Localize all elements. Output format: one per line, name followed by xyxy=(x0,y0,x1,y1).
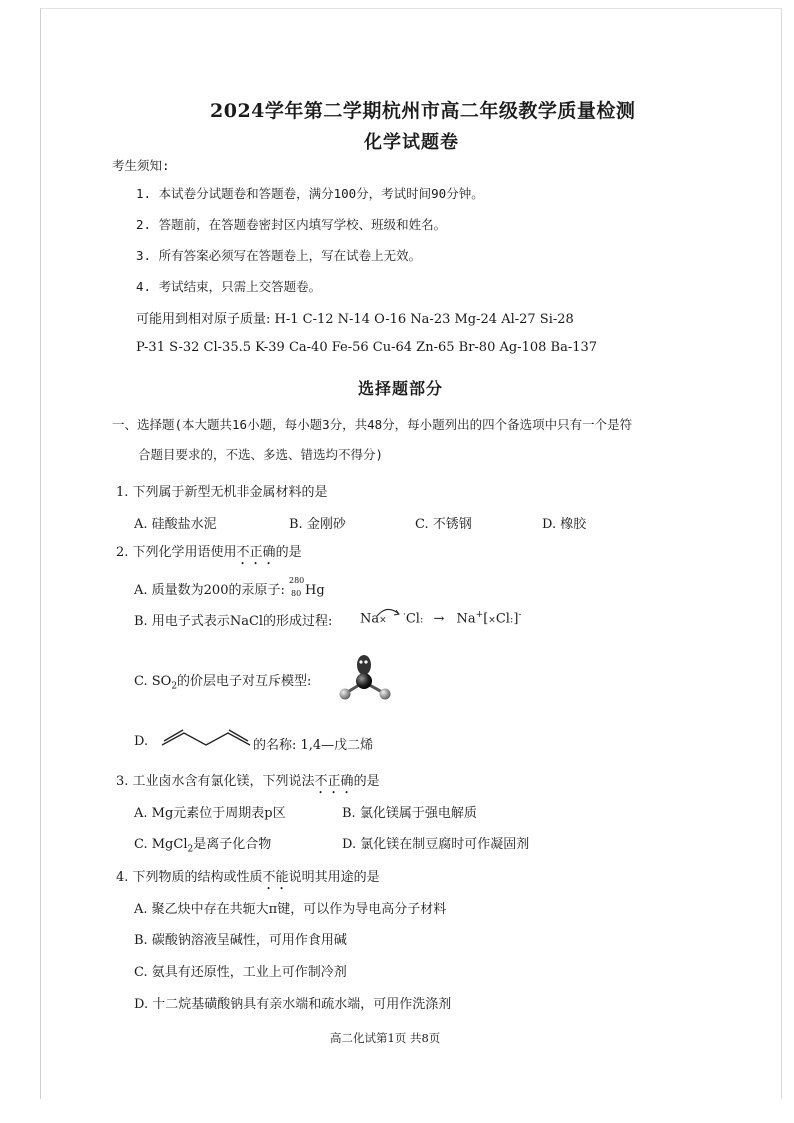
q3-option-b: B. 氯化镁属于强电解质 xyxy=(342,806,477,821)
q2-option-b: B. 用电子式表示NaCl的形成过程: xyxy=(134,614,333,629)
q3-stem-emphasis: 不正确 xyxy=(314,774,354,789)
exam-subtitle: 化学试题卷 xyxy=(364,132,459,153)
notice-item-1: 1. 本试卷分试题卷和答题卷，满分100分，考试时间90分钟。 xyxy=(136,186,484,201)
q1-option-a: A. 硅酸盐水泥 xyxy=(134,517,217,532)
notice-item-4: 4. 考试结束，只需上交答题卷。 xyxy=(136,279,322,294)
q1-option-b: B. 金刚砂 xyxy=(289,517,346,532)
q4-option-a: A. 聚乙炔中存在共轭大π键，可以作为导电高分子材料 xyxy=(134,902,447,917)
q4-option-d: D. 十二烷基磺酸钠具有亲水端和疏水端，可用作洗涤剂 xyxy=(134,997,452,1012)
section-title: 选择题部分 xyxy=(358,379,444,398)
q3-option-c: C. MgCl$_2$是离子化合物 xyxy=(134,837,272,855)
q3-stem: 3. 工业卤水含有氯化镁，下列说法不正确的是 xyxy=(116,774,380,789)
nacl-electron-formula: Na× ·Cl: → Na+[×Cl:]- xyxy=(360,610,522,627)
q4-stem-emphasis: 不能 xyxy=(262,870,289,885)
exam-title: 2024学年第二学期杭州市高二年级教学质量检测 xyxy=(210,100,636,122)
notice-item-3: 3. 所有答案必须写在答题卷上，写在试卷上无效。 xyxy=(136,248,422,263)
section-instruction-2: 合题目要求的，不选、多选、错选均不得分) xyxy=(138,447,384,462)
q4-stem: 4. 下列物质的结构或性质不能说明其用途的是 xyxy=(116,870,380,885)
electron-transfer-arrow xyxy=(375,604,405,620)
page-footer: 高二化试第1页 共8页 xyxy=(330,1031,441,1045)
pentadiene-skeletal-formula xyxy=(160,726,252,748)
q2-option-d: D. xyxy=(134,734,149,749)
notice-item-2: 2. 答题前，在答题卷密封区内填写学校、班级和姓名。 xyxy=(136,217,447,232)
notice-heading: 考生须知: xyxy=(112,158,170,173)
q1-stem: 1. 下列属于新型无机非金属材料的是 xyxy=(116,485,328,500)
so2-vsepr-model xyxy=(335,652,395,702)
q1-option-d: D. 橡胶 xyxy=(542,517,587,532)
q4-option-c: C. 氨具有还原性，工业上可作制冷剂 xyxy=(134,965,347,980)
q2-stem: 2. 下列化学用语使用不正确的是 xyxy=(116,545,302,560)
q2-option-a: A. 质量数为200的汞原子: 280 80 Hg xyxy=(134,575,325,598)
q3-option-d: D. 氯化镁在制豆腐时可作凝固剂 xyxy=(342,837,530,852)
section-instruction-1: 一、选择题(本大题共16小题，每小题3分，共48分，每小题列出的四个备选项中只有一个是符 xyxy=(112,417,633,432)
q2-stem-emphasis: 不正确 xyxy=(236,545,276,560)
q4-option-b: B. 碳酸钠溶液呈碱性，可用作食用碱 xyxy=(134,933,347,948)
q1-option-c: C. 不锈钢 xyxy=(415,517,472,532)
atomic-mass-line-2: P-31 S-32 Cl-35.5 K-39 Ca-40 Fe-56 Cu-64 Zn-65 Br-80 Ag-108 Ba-137 xyxy=(136,340,598,355)
q2-option-d-name: 的名称: 1,4—戊二烯 xyxy=(253,738,374,753)
q2-isotope-notation: 280 80 xyxy=(289,575,305,598)
q2-option-c: C. $SO_2$的价层电子对互斥模型: xyxy=(134,674,312,692)
q3-option-a: A. Mg元素位于周期表p区 xyxy=(134,806,286,821)
atomic-mass-line-1: 可能用到相对原子质量: H-1 C-12 N-14 O-16 Na-23 Mg-24 Al-27 Si-28 xyxy=(136,312,574,327)
